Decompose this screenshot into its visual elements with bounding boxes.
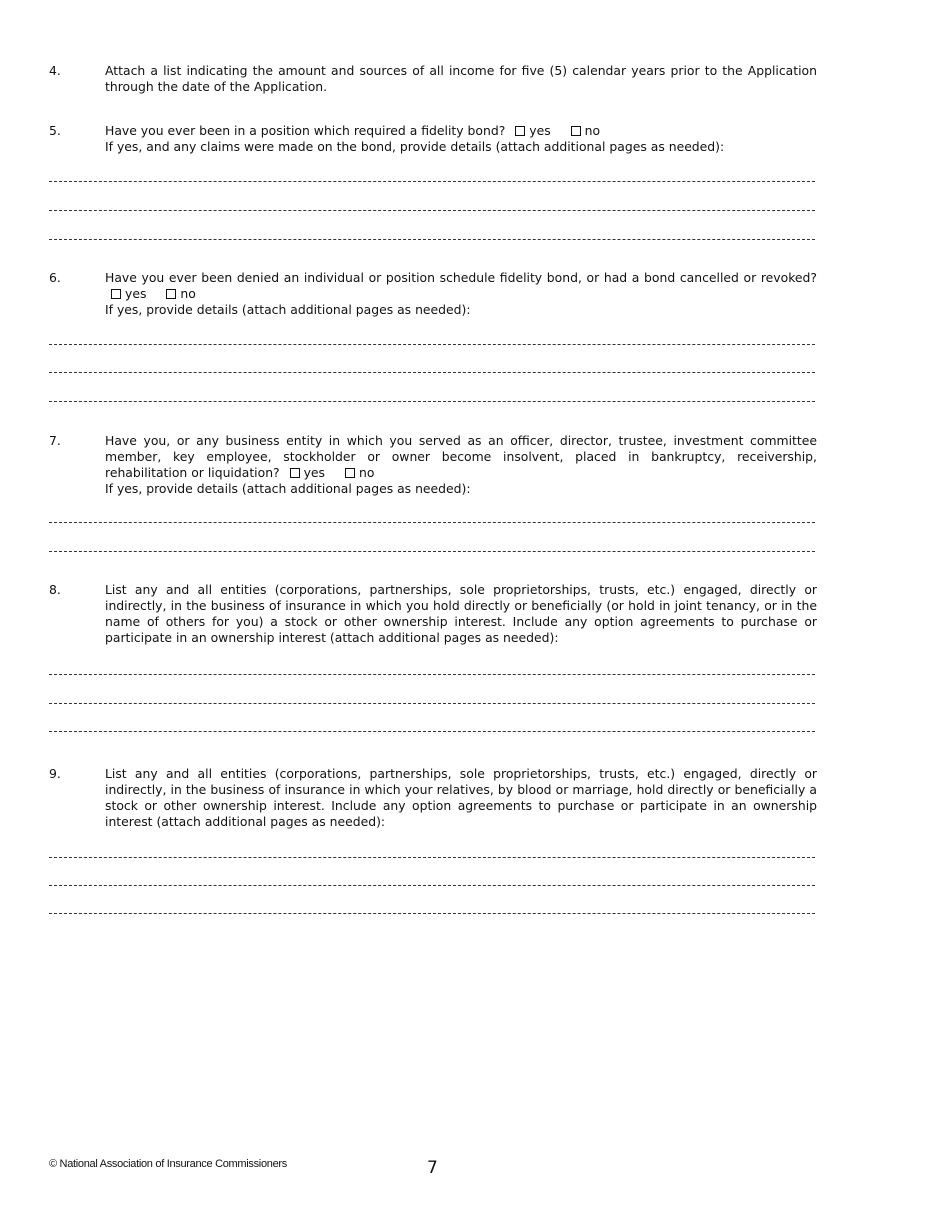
footer-copyright: © National Association of Insurance Commissioners — [49, 1158, 287, 1170]
question-number: 9. — [49, 766, 61, 781]
followup-text: If yes, provide details (attach additional pages as needed): — [105, 481, 471, 496]
yes-checkbox[interactable] — [290, 468, 300, 478]
question-5 — [49, 123, 817, 155]
question-7 — [49, 433, 817, 497]
answer-line[interactable] — [49, 551, 815, 552]
answer-line[interactable] — [49, 703, 815, 704]
question-number: 7. — [49, 433, 61, 448]
question-text: List any and all entities (corporations, partnerships, sole proprietorships, trusts, etc.) engaged, directly or indirectly, in the business of insurance in which your relatives, by blood or marriage, hold directly or beneficially a stock or other ownership interest. Include any option agreements to purchase or participate in an ownership interest (attach additional pages as needed): — [105, 766, 817, 829]
answer-line[interactable] — [49, 239, 815, 240]
answer-line[interactable] — [49, 522, 815, 523]
question-number: 5. — [49, 123, 61, 138]
yes-label: yes — [125, 286, 147, 301]
followup-text: If yes, and any claims were made on the bond, provide details (attach additional pages as needed): — [105, 139, 725, 154]
answer-line[interactable] — [49, 885, 815, 886]
question-number: 8. — [49, 582, 61, 597]
yes-checkbox[interactable] — [515, 126, 525, 136]
question-6 — [49, 270, 817, 318]
question-text: Have you ever been in a position which required a fidelity bond? — [105, 123, 506, 138]
question-text: Attach a list indicating the amount and sources of all income for five (5) calendar years prior to the Application through the date of the Application. — [105, 63, 817, 94]
question-number: 4. — [49, 63, 61, 78]
answer-line[interactable] — [49, 731, 815, 732]
yes-checkbox[interactable] — [111, 289, 121, 299]
yes-label: yes — [529, 123, 551, 138]
question-8 — [49, 582, 817, 646]
question-text: Have you, or any business entity in which you served as an officer, director, trustee, investment committee member, key employee, stockholder or owner become insolvent, placed in bankruptcy, receivership, rehabilitation or liquidation? — [105, 433, 817, 480]
no-checkbox[interactable] — [345, 468, 355, 478]
yes-label: yes — [303, 465, 326, 480]
answer-line[interactable] — [49, 857, 815, 858]
answer-line[interactable] — [49, 913, 815, 914]
followup-text: If yes, provide details (attach additional pages as needed): — [105, 302, 471, 317]
no-label: no — [584, 123, 601, 138]
answer-line[interactable] — [49, 210, 815, 211]
answer-line[interactable] — [49, 401, 815, 402]
answer-line[interactable] — [49, 674, 815, 675]
question-text: Have you ever been denied an individual or position schedule fidelity bond, or had a bond cancelled or revoked? — [105, 270, 817, 285]
page-number: 7 — [427, 1158, 438, 1178]
question-text: List any and all entities (corporations, partnerships, sole proprietorships, trusts, etc.) engaged, directly or indirectly, in the business of insurance in which you hold directly or beneficially (or hold in joint tenancy, or in the name of others for you) a stock or other ownership interest. Include any option agreements to purchase or participate in an ownership interest (attach additional pages as needed): — [105, 582, 817, 645]
question-number: 6. — [49, 270, 61, 285]
no-checkbox[interactable] — [571, 126, 581, 136]
answer-line[interactable] — [49, 344, 815, 345]
no-label: no — [180, 286, 196, 301]
question-4 — [49, 63, 817, 95]
answer-line[interactable] — [49, 372, 815, 373]
answer-line[interactable] — [49, 181, 815, 182]
question-9 — [49, 766, 817, 830]
no-checkbox[interactable] — [166, 289, 176, 299]
no-label: no — [358, 465, 375, 480]
